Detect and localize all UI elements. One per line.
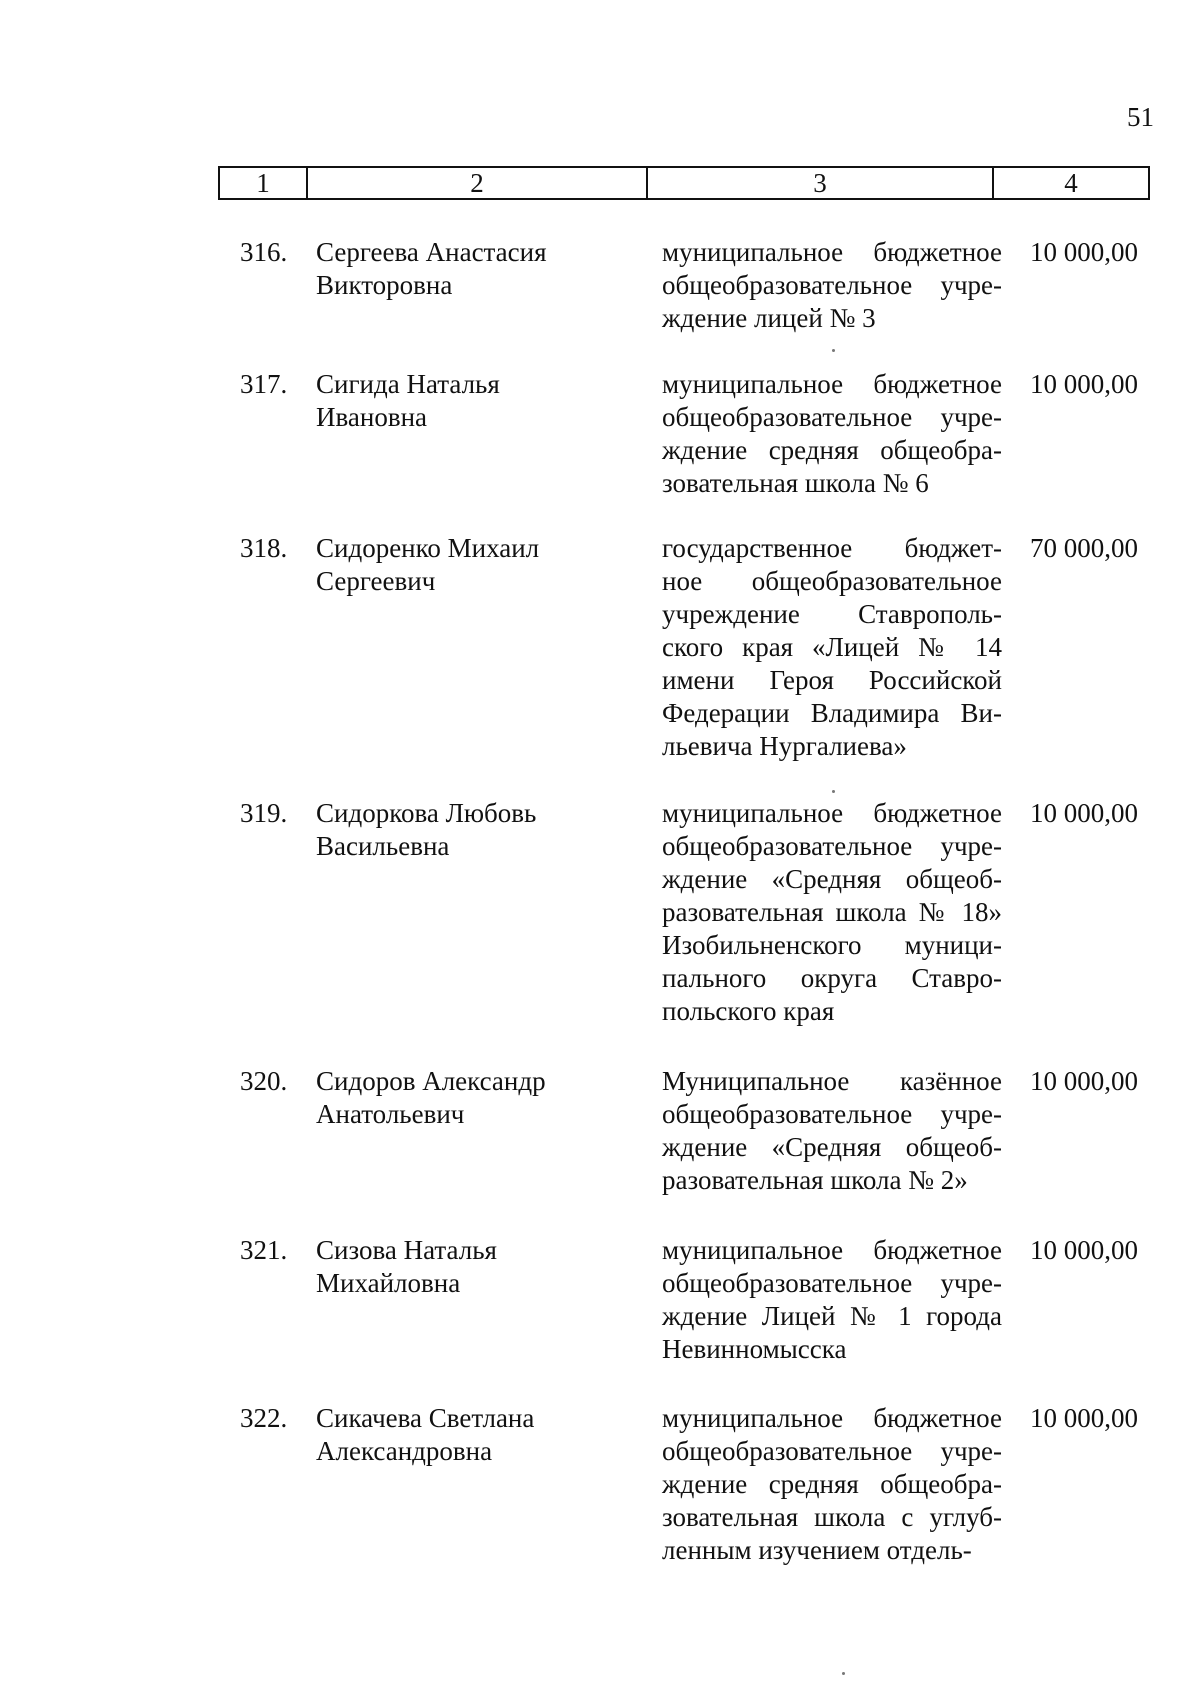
amount: 10 000,00: [1030, 1066, 1138, 1096]
organization-line: государственное бюджет-: [662, 533, 1002, 563]
row-number: 319.: [240, 798, 288, 828]
person-name-line: Сизова Наталья: [316, 1235, 497, 1265]
organization-line: общеобразовательное учре-: [662, 270, 1002, 300]
organization-line: разовательная школа № 18»: [662, 897, 1002, 927]
person-name: [316, 368, 636, 434]
organization-line: общеобразовательное учре-: [662, 402, 1002, 432]
organization-line: муниципальное бюджетное: [662, 369, 1002, 399]
person-name-line: Васильевна: [316, 831, 450, 861]
row-number: 317.: [240, 369, 288, 399]
person-name: [316, 1234, 636, 1300]
organization-line: Федерации Владимира Ви-: [662, 698, 1002, 728]
header-col-4: 4: [1064, 168, 1078, 198]
organization-line: пального округа Ставро-: [662, 963, 1002, 993]
row-number: 322.: [240, 1403, 288, 1433]
person-name: [316, 1065, 636, 1131]
organization: [662, 1402, 1002, 1567]
person-name-line: Викторовна: [316, 270, 453, 300]
person-name-line: Михайловна: [316, 1268, 461, 1298]
organization-line: ждение «Средняя общеоб-: [662, 1132, 1002, 1162]
person-name: [316, 1402, 636, 1468]
row-number: 320.: [240, 1066, 288, 1096]
person-name: [316, 532, 636, 598]
organization-line: муниципальное бюджетное: [662, 1403, 1002, 1433]
organization: [662, 797, 1002, 1028]
person-name-line: Сидоркова Любовь: [316, 798, 537, 828]
organization-line: муниципальное бюджетное: [662, 237, 1002, 267]
organization: [662, 368, 1002, 500]
scan-speck: [832, 349, 835, 352]
organization-line: муниципальное бюджетное: [662, 1235, 1002, 1265]
organization-line: ждение Лицей № 1 города: [662, 1301, 1002, 1331]
amount: 10 000,00: [1030, 1235, 1138, 1265]
amount: 10 000,00: [1030, 237, 1138, 267]
organization-line: ленным изучением отдель-: [662, 1535, 972, 1565]
organization-line: ждение «Средняя общеоб-: [662, 864, 1002, 894]
organization-line: Изобильненского муници-: [662, 930, 1002, 960]
amount: 10 000,00: [1030, 369, 1138, 399]
row-number: 321.: [240, 1235, 288, 1265]
organization-line: Муниципальное казённое: [662, 1066, 1002, 1096]
person-name-line: Александровна: [316, 1436, 493, 1466]
person-name-line: Сергеева Анастасия: [316, 237, 547, 267]
person-name-line: Сикачева Светлана: [316, 1403, 535, 1433]
organization-line: ского края «Лицей № 14: [662, 632, 1002, 662]
amount: 10 000,00: [1030, 798, 1138, 828]
amount: 70 000,00: [1030, 533, 1138, 563]
organization-line: ждение средняя общеобра-: [662, 1469, 1002, 1499]
organization-line: зовательная школа с углуб-: [662, 1502, 1002, 1532]
scan-speck: [842, 1672, 845, 1675]
organization-line: польского края: [662, 996, 835, 1026]
person-name-line: Сидоров Александр: [316, 1066, 546, 1096]
organization-line: общеобразовательное учре-: [662, 1099, 1002, 1129]
amount: 10 000,00: [1030, 1403, 1138, 1433]
organization-line: муниципальное бюджетное: [662, 798, 1002, 828]
person-name: [316, 797, 636, 863]
organization-line: ждение лицей № 3: [662, 303, 876, 333]
organization-line: льевича Нургалиева»: [662, 731, 907, 761]
organization-line: ждение средняя общеобра-: [662, 435, 1002, 465]
page-number: 51: [1127, 102, 1154, 132]
person-name-line: Ивановна: [316, 402, 428, 432]
organization: [662, 1234, 1002, 1366]
organization-line: Невинномысска: [662, 1334, 847, 1364]
person-name-line: Сигида Наталья: [316, 369, 500, 399]
row-number: 316.: [240, 237, 288, 267]
person-name-line: Сидоренко Михаил: [316, 533, 540, 563]
header-col-2: 2: [308, 168, 648, 198]
table-header: [218, 166, 1150, 200]
organization-line: имени Героя Российской: [662, 665, 1002, 695]
organization-line: учреждение Ставрополь-: [662, 599, 1002, 629]
row-number: 318.: [240, 533, 288, 563]
organization-line: общеобразовательное учре-: [662, 1436, 1002, 1466]
header-col-1: 1: [220, 168, 308, 198]
organization-line: ное общеобразовательное: [662, 566, 1002, 596]
organization-line: разовательная школа № 2»: [662, 1165, 968, 1195]
organization-line: общеобразовательное учре-: [662, 1268, 1002, 1298]
organization-line: общеобразовательное учре-: [662, 831, 1002, 861]
person-name: [316, 236, 636, 302]
scan-speck: [832, 790, 835, 793]
header-col-3: 3: [648, 168, 994, 198]
organization-line: зовательная школа № 6: [662, 468, 929, 498]
person-name-line: Сергеевич: [316, 566, 436, 596]
organization: [662, 1065, 1002, 1197]
organization: [662, 532, 1002, 763]
organization: [662, 236, 1002, 335]
person-name-line: Анатольевич: [316, 1099, 465, 1129]
